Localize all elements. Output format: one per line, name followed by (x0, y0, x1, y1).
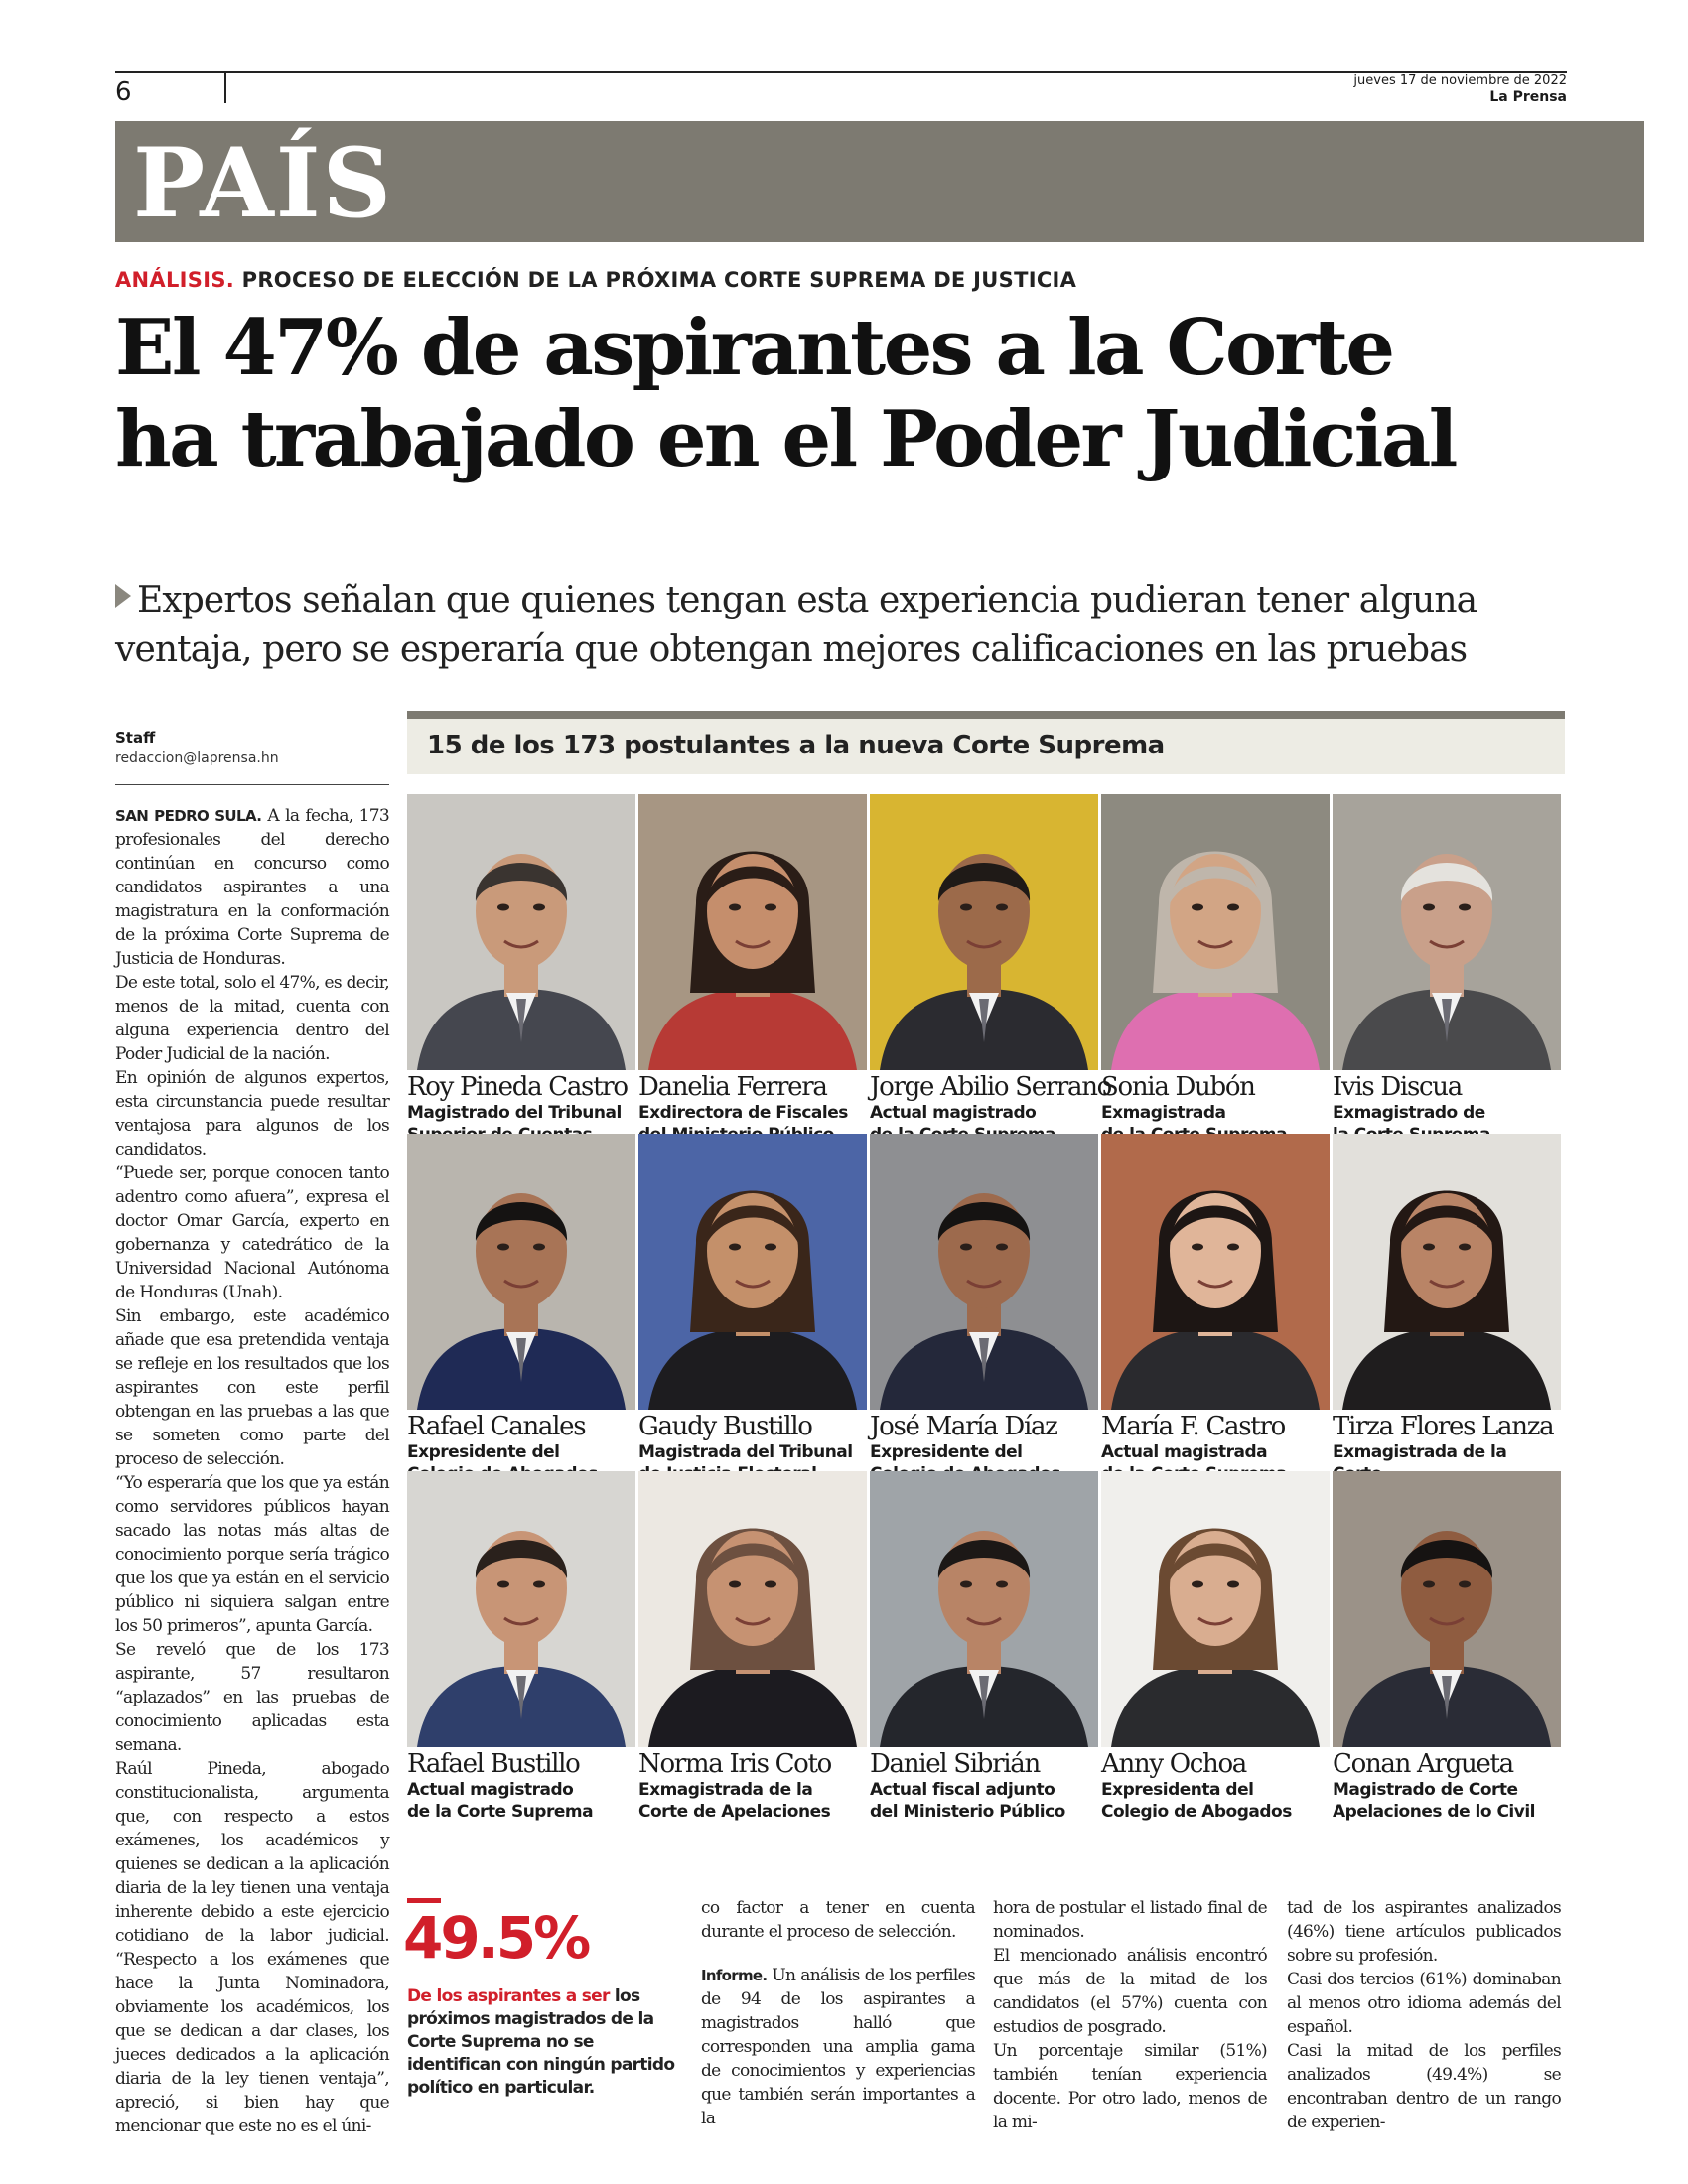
paragraph: En opinión de algunos expertos, esta circunstancia puede resultar ventajosa para algunos de los candidatos. (115, 1068, 389, 1160)
kicker (115, 268, 1076, 292)
body-column-1 (115, 804, 389, 2138)
paragraph (115, 804, 389, 971)
candidate-portrait (1101, 794, 1330, 1070)
portrait-illustration (1333, 1134, 1561, 1410)
candidate-role: Apelaciones de lo Civil (1333, 1802, 1535, 1822)
paragraph: “Yo esperaría que los que ya están como servidores públicos hayan sacado las notas más altas de conocimiento porque sería trágico que los que ya están en el servicio público ni siquiera salgan entre los 50 primeros”, apunta García. (115, 1473, 389, 1636)
headline (115, 303, 1575, 485)
stat-caption (407, 1985, 689, 2100)
paragraph: Un porcentaje similar (51%) también tenían experiencia docente. Por otro lado, menos de la mi- (993, 2041, 1267, 2132)
portrait-illustration (407, 1471, 635, 1747)
portrait-illustration (1101, 1134, 1330, 1410)
paragraph-text: A la fecha, 173 profesionales del derecho continúan en concurso como candidatos aspirantes a una magistratura en la conformación de la próxima Corte Suprema de Justicia de Honduras. (115, 806, 389, 969)
candidate-portrait (638, 794, 867, 1070)
candidate-card (407, 794, 635, 1146)
candidate-portrait (1333, 794, 1561, 1070)
candidate-role: Expresidenta del (1101, 1780, 1254, 1800)
stat-caption-text: los próximos magistrados de la Corte Suprema no se identifican con ningún partido político en particular. (407, 1986, 675, 2098)
candidate-portrait (1101, 1134, 1330, 1410)
candidate-card (1333, 1471, 1561, 1823)
section-title: PAÍS (133, 127, 393, 239)
paragraph: Raúl Pineda, abogado constitucionalista, argumenta que, con respecto a estos exámenes, los académicos y quienes se dedican a la aplicación diaria de la ley tienen una ventaja inherente debido a este ejercicio cotidiano de la labor judicial. “Respecto a los exámenes que hace la Junta Nominadora, obviamente los académicos, los que se dedican a dar clases, los jueces dedicados a la aplicación diaria de la ley tienen ventaja”, apreció, si bien hay que mencionar que este no es el úni- (115, 1759, 389, 2136)
candidate-name: Rafael Canales (407, 1412, 586, 1441)
paragraph: El mencionado análisis encontró que más de la mitad de los candidatos (el 57%) cuenta con estudios de posgrado. (993, 1946, 1267, 2037)
portrait-illustration (638, 794, 867, 1070)
stat-caption-lead: De los aspirantes a ser (407, 1986, 610, 2006)
candidate-name: Tirza Flores Lanza (1333, 1412, 1554, 1441)
paragraph: hora de postular el listado final de nominados. (993, 1898, 1267, 1942)
deck-line-1: Expertos señalan que quienes tengan esta experiencia pudieran tener alguna (137, 580, 1477, 620)
portrait-illustration (1101, 794, 1330, 1070)
candidate-role: Actual magistrado (407, 1780, 574, 1800)
candidate-card (1101, 1471, 1330, 1823)
candidate-role: Expresidente del (407, 1442, 560, 1462)
candidate-portrait (1333, 1134, 1561, 1410)
byline-rule (115, 784, 389, 785)
candidate-card (407, 1471, 635, 1823)
candidate-role: Expresidente del (870, 1442, 1023, 1462)
candidate-role: Actual magistrada (1101, 1442, 1268, 1462)
body-column-3 (993, 1896, 1267, 2134)
stat-accent-bar (407, 1898, 441, 1903)
kicker-tag: ANÁLISIS. (115, 268, 235, 292)
kicker-text: PROCESO DE ELECCIÓN DE LA PRÓXIMA CORTE SUPREMA DE JUSTICIA (234, 268, 1077, 292)
candidate-portrait (407, 1471, 635, 1747)
portrait-illustration (870, 1134, 1098, 1410)
candidate-portrait (407, 1134, 635, 1410)
portrait-illustration (638, 1134, 867, 1410)
candidate-card (638, 794, 867, 1146)
candidate-name: Sonia Dubón (1101, 1072, 1255, 1102)
candidate-name: Anny Ochoa (1101, 1749, 1246, 1779)
page-number-divider (224, 73, 226, 103)
portrait-illustration (638, 1471, 867, 1747)
subhead: Informe. (701, 1967, 768, 1984)
top-rule (115, 71, 1567, 73)
candidate-role: de la Corte Suprema (407, 1802, 594, 1822)
candidate-role: Exmagistrado de (1333, 1103, 1485, 1123)
candidate-name: José María Díaz (870, 1412, 1057, 1441)
portrait-illustration (407, 794, 635, 1070)
candidate-name: Daniel Sibrián (870, 1749, 1040, 1779)
headline-line-2: ha trabajado en el Poder Judicial (115, 394, 1456, 484)
candidate-role: Exdirectora de Fiscales (638, 1103, 848, 1123)
candidate-portrait (1101, 1471, 1330, 1747)
newspaper-name: La Prensa (1489, 89, 1567, 105)
candidate-portrait (870, 794, 1098, 1070)
candidate-card (638, 1471, 867, 1823)
paragraph: Casi la mitad de los perfiles analizados (49.4%) se encontraban dentro de un rango de experien- (1287, 2041, 1561, 2132)
paragraph: Se reveló que de los 173 aspirante, 57 resultaron “aplazados” en las pruebas de conocimiento aplicadas esta semana. (115, 1640, 389, 1755)
candidate-card (407, 1134, 635, 1485)
candidate-role: Corte de Apelaciones (638, 1802, 831, 1822)
candidate-role: Exmagistrada de la (1333, 1442, 1507, 1462)
paragraph: Sin embargo, este académico añade que esa pretendida ventaja se refleje en los resultados que los aspirantes con este perfil obtengan en las pruebas a las que se someten como parte del proceso de selección. (115, 1306, 389, 1469)
candidate-role: Magistrado del Tribunal (407, 1103, 622, 1123)
candidate-name: Danelia Ferrera (638, 1072, 827, 1102)
paragraph: De este total, solo el 47%, es decir, menos de la mitad, cuenta con alguna experiencia dentro del Poder Judicial de la nación. (115, 973, 389, 1064)
issue-date: jueves 17 de noviembre de 2022 (1353, 73, 1567, 88)
gallery-title: 15 de los 173 postulantes a la nueva Corte Suprema (427, 731, 1165, 760)
paragraph: co factor a tener en cuenta durante el proceso de selección. (701, 1898, 975, 1942)
byline-author: Staff (115, 729, 156, 747)
candidate-role: Actual magistrado (870, 1103, 1037, 1123)
gallery-top-bar (407, 711, 1565, 719)
candidate-role: Colegio de Abogados (1101, 1802, 1292, 1822)
portrait-illustration (1101, 1471, 1330, 1747)
candidate-name: Jorge Abilio Serrano (870, 1072, 1112, 1102)
candidate-role: Magistrada del Tribunal (638, 1442, 853, 1462)
deck (115, 576, 1575, 675)
candidate-name: Gaudy Bustillo (638, 1412, 812, 1441)
candidate-card (870, 794, 1112, 1146)
portrait-illustration (870, 794, 1098, 1070)
byline (115, 729, 389, 766)
candidate-portrait (638, 1134, 867, 1410)
candidate-name: María F. Castro (1101, 1412, 1285, 1441)
candidate-name: Roy Pineda Castro (407, 1072, 628, 1102)
candidate-role: del Ministerio Público (870, 1802, 1065, 1822)
paragraph (701, 1964, 975, 2130)
candidate-role: Actual fiscal adjunto (870, 1780, 1055, 1800)
dateline: SAN PEDRO SULA. (115, 807, 262, 825)
candidate-portrait (870, 1471, 1098, 1747)
candidate-card (1333, 794, 1561, 1146)
candidate-role: Exmagistrada de la (638, 1780, 813, 1800)
page-number: 6 (115, 77, 132, 107)
headline-line-1: El 47% de aspirantes a la Corte (115, 303, 1393, 393)
candidate-name: Norma Iris Coto (638, 1749, 832, 1779)
portrait-illustration (407, 1134, 635, 1410)
candidate-name: Ivis Discua (1333, 1072, 1462, 1102)
candidate-portrait (870, 1134, 1098, 1410)
paragraph-text: Un análisis de los perfiles de 94 de los aspirantes a magistrados halló que corresponden una amplia gama de conocimientos y experiencias que también serán importantes a la (701, 1966, 975, 2128)
body-column-2 (701, 1896, 975, 2130)
candidate-role: Exmagistrada (1101, 1103, 1226, 1123)
candidate-portrait (638, 1471, 867, 1747)
byline-email: redaccion@laprensa.hn (115, 751, 279, 766)
candidate-card (870, 1471, 1098, 1823)
candidate-portrait (1333, 1471, 1561, 1747)
paragraph: Casi dos tercios (61%) dominaban al menos otro idioma además del español. (1287, 1970, 1561, 2037)
triangle-bullet-icon (115, 584, 131, 608)
portrait-illustration (1333, 1471, 1561, 1747)
candidate-card (1101, 1134, 1330, 1485)
candidate-card (638, 1134, 867, 1485)
candidate-name: Rafael Bustillo (407, 1749, 580, 1779)
candidate-portrait (407, 794, 635, 1070)
deck-line-2: ventaja, pero se esperaría que obtengan mejores calificaciones en las pruebas (115, 629, 1468, 670)
candidate-card (870, 1134, 1098, 1485)
candidate-role: Magistrado de Corte (1333, 1780, 1518, 1800)
portrait-illustration (870, 1471, 1098, 1747)
candidate-name: Conan Argueta (1333, 1749, 1513, 1779)
candidate-card (1333, 1134, 1561, 1507)
paragraph: tad de los aspirantes analizados (46%) tiene artículos publicados sobre su profesión. (1287, 1898, 1561, 1966)
paragraph: “Puede ser, porque conocen tanto adentro como afuera”, expresa el doctor Omar García, experto en gobernanza y catedrático de la Universidad Nacional Autónoma de Honduras (Unah). (115, 1163, 389, 1302)
body-column-4 (1287, 1896, 1561, 2134)
candidate-card (1101, 794, 1330, 1146)
stat-value: 49.5% (403, 1904, 589, 1972)
portrait-illustration (1333, 794, 1561, 1070)
